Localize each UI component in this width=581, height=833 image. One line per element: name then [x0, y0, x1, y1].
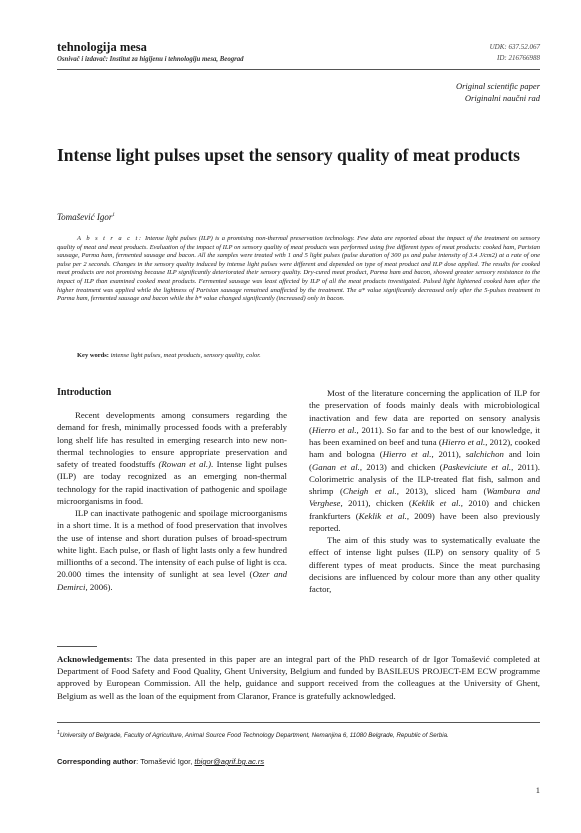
citation: Keklik et al.	[358, 510, 407, 521]
citation: (Rowan et al.)	[158, 459, 211, 469]
citation: Ganan et al.	[311, 461, 360, 472]
abstract-label: A b s t r a c t:	[77, 235, 143, 242]
keywords-text: intense light pulses, meat products, sensory quality, color.	[110, 352, 261, 359]
paragraph: ILP can inactivate pathogenic and spoilage microorganisms in a short time. It is a method of food preservation that involves the use of intense and short duration pulses of broad-spectrum white light. Each pulse, or flash of light lasts only a few hundred millionths of a second. The intensity of each pulse of light is cca. 20.000 times the intensity of sunlight at sea level (Ozer and Demirci, 2006).	[57, 508, 288, 592]
author-affiliation-mark: 1	[112, 213, 115, 218]
keywords-label: Key words:	[77, 352, 109, 359]
left-column	[57, 409, 287, 593]
journal-publisher: Osnivač i izdavač: Institut za higijenu i tehnologiju mesa, Beograd	[57, 56, 244, 63]
journal-name: tehnologija mesa	[57, 40, 147, 54]
paper-title: Intense light pulses upset the sensory quality of meat products	[57, 145, 520, 165]
citation: Paskeviciute et al.	[442, 461, 512, 472]
abstract	[57, 235, 540, 304]
acknowledgements	[57, 653, 540, 702]
section-heading-introduction: Introduction	[57, 387, 112, 398]
citation: Ozer and Demirci	[57, 569, 288, 592]
citation: Cheigh et al.	[342, 486, 397, 496]
header-divider	[57, 69, 540, 70]
paper-type	[456, 80, 540, 104]
id-code: ID: 216766988	[497, 54, 540, 62]
affiliation-text: University of Belgrade, Faculty of Agriculture, Animal Source Food Technology Department, Nemanjina 6, 11080 Belgrade, Republic of Serbia.	[59, 732, 449, 740]
paper-type-serbian: Originalni naučni rad	[464, 93, 540, 103]
author-email-link[interactable]: tbigor@agrif.bg.ac.rs	[194, 757, 265, 766]
affiliation: $^1$University of Belgrade, Faculty of Agriculture, Animal Source Food Technology Department, Nemanjina 6, 11080 Belgrade, Republic of Serbia.	[57, 730, 449, 740]
acknowledgements-text: The data presented in this paper are an integral part of the PhD research of dr Igor Tomašević completed at Department of Food Safety and Food Quality, Ghent University, Belgium and funded by BASILEUS PROJECT-EM ECW programme approved by European Commission. All the help, guidance and support received from the colleagues at the University of Ghent, Belgium as well as the loan of the equipment from Claranor, France is gratefully acknowledged.	[57, 654, 540, 701]
paper-type-english: Original scientific paper	[455, 81, 540, 91]
right-column	[309, 387, 540, 595]
keywords	[77, 352, 261, 359]
author-name: Tomašević Igor	[57, 212, 113, 222]
journal-identifiers	[490, 42, 540, 64]
citation: Hierro et al.	[311, 424, 357, 435]
footnote-divider	[57, 646, 97, 647]
citation: Wambura and Verghese	[309, 486, 541, 509]
product-term: salchichon	[465, 449, 504, 460]
citation: Hierro et al.	[382, 449, 432, 460]
udk-code: UDK: 637.52.067	[489, 43, 540, 51]
corresponding-author: Corresponding author: Tomašević Igor, tbigor@agrif.bg.ac.rs	[57, 757, 265, 766]
citation: Hierro et al.	[441, 437, 486, 447]
corresponding-label: Corresponding author	[57, 757, 137, 766]
paragraph: Most of the literature concerning the application of ILP for the preservation of foods mainly deals with microbiological inactivation and few data are reported on sensory analysis (Hierro et al., 2011). So far and to the best of our knowledge, it has been examined on beef and tuna (Hierro et al., 2012), cooked ham and bologna (Hierro et al., 2011), salchichon and loin (Ganan et al., 2013) and chicken (Paskeviciute et al., 2011). Colorimetric analysis of the ILP-treated flat fish, salmon and shrimp (Cheigh et al., 2013), sliced ham (Wambura and Verghese, 2011), chicken (Keklik et al., 2010) and chicken frankfurters (Keklik et al., 2009) have been also previously reported.	[309, 388, 541, 533]
paragraph: The aim of this study was to systematically evaluate the effect of intense light pulses (ILP) on sensory quality of 5 different types of meat products. Since the meat purchasing decisions are influenced by colour more than any other quality factor,	[309, 535, 540, 594]
affiliation-divider	[57, 722, 540, 723]
page-number: 1	[535, 785, 540, 795]
acknowledgements-label: Acknowledgements:	[57, 654, 133, 664]
author	[57, 212, 115, 222]
citation: Keklik et al.	[411, 498, 461, 509]
abstract-text: Intense light pulses (ILP) is a promising non-thermal preservation technology. Few data are reported about the impact of the treatment on sensory quality of meat and meat products. Evaluation of the impact of ILP on sensory quality of meat products was performed using five different types of meat products: cooked ham, Parisian sausage, Parma ham, fermented sausage and bacon. All the samples were treated with 1 and 5 light pulses (pulse duration of 300 µs and pulse intensity of 3.4 J/cm2) at a rate of one pulse per 2 seconds. Changes in the sensory quality induced by intense light pulses were different and depended on type of meat product and ILP dose applied. The results for cooked meat products are not promising because ILP significantly deteriorated their sensory quality. Dry-cured meat product, Parma ham and bacon, showed greater sensory resistance to the impact of ILP than examined cooked meat products. Fermented sausage was least affected by ILP of all the meat products investigated. Pulsed light lightened cooked ham after the higher treatment was applied while the lightness of Parisian sausage remained unaffected by the treatment. The a* value significantly decreased only after the 5-pulses treatment in Parma ham, fermented sausage and bacon while the b* value changed significantly (increased) only in bacon.	[57, 235, 540, 303]
paragraph: Recent developments among consumers regarding the demand for fresh, minimally processed foods with a preferably long shelf life has resulted in emerging research into new non-thermal technologies to ensure appropriate preservation and safety of treated foodstuffs (Rowan et al.). Intense light pulses (ILP) are today recognized as an emerging non-thermal technology for the rapid inactivation of pathogenic and spoilage microorganisms in food.	[57, 410, 287, 506]
